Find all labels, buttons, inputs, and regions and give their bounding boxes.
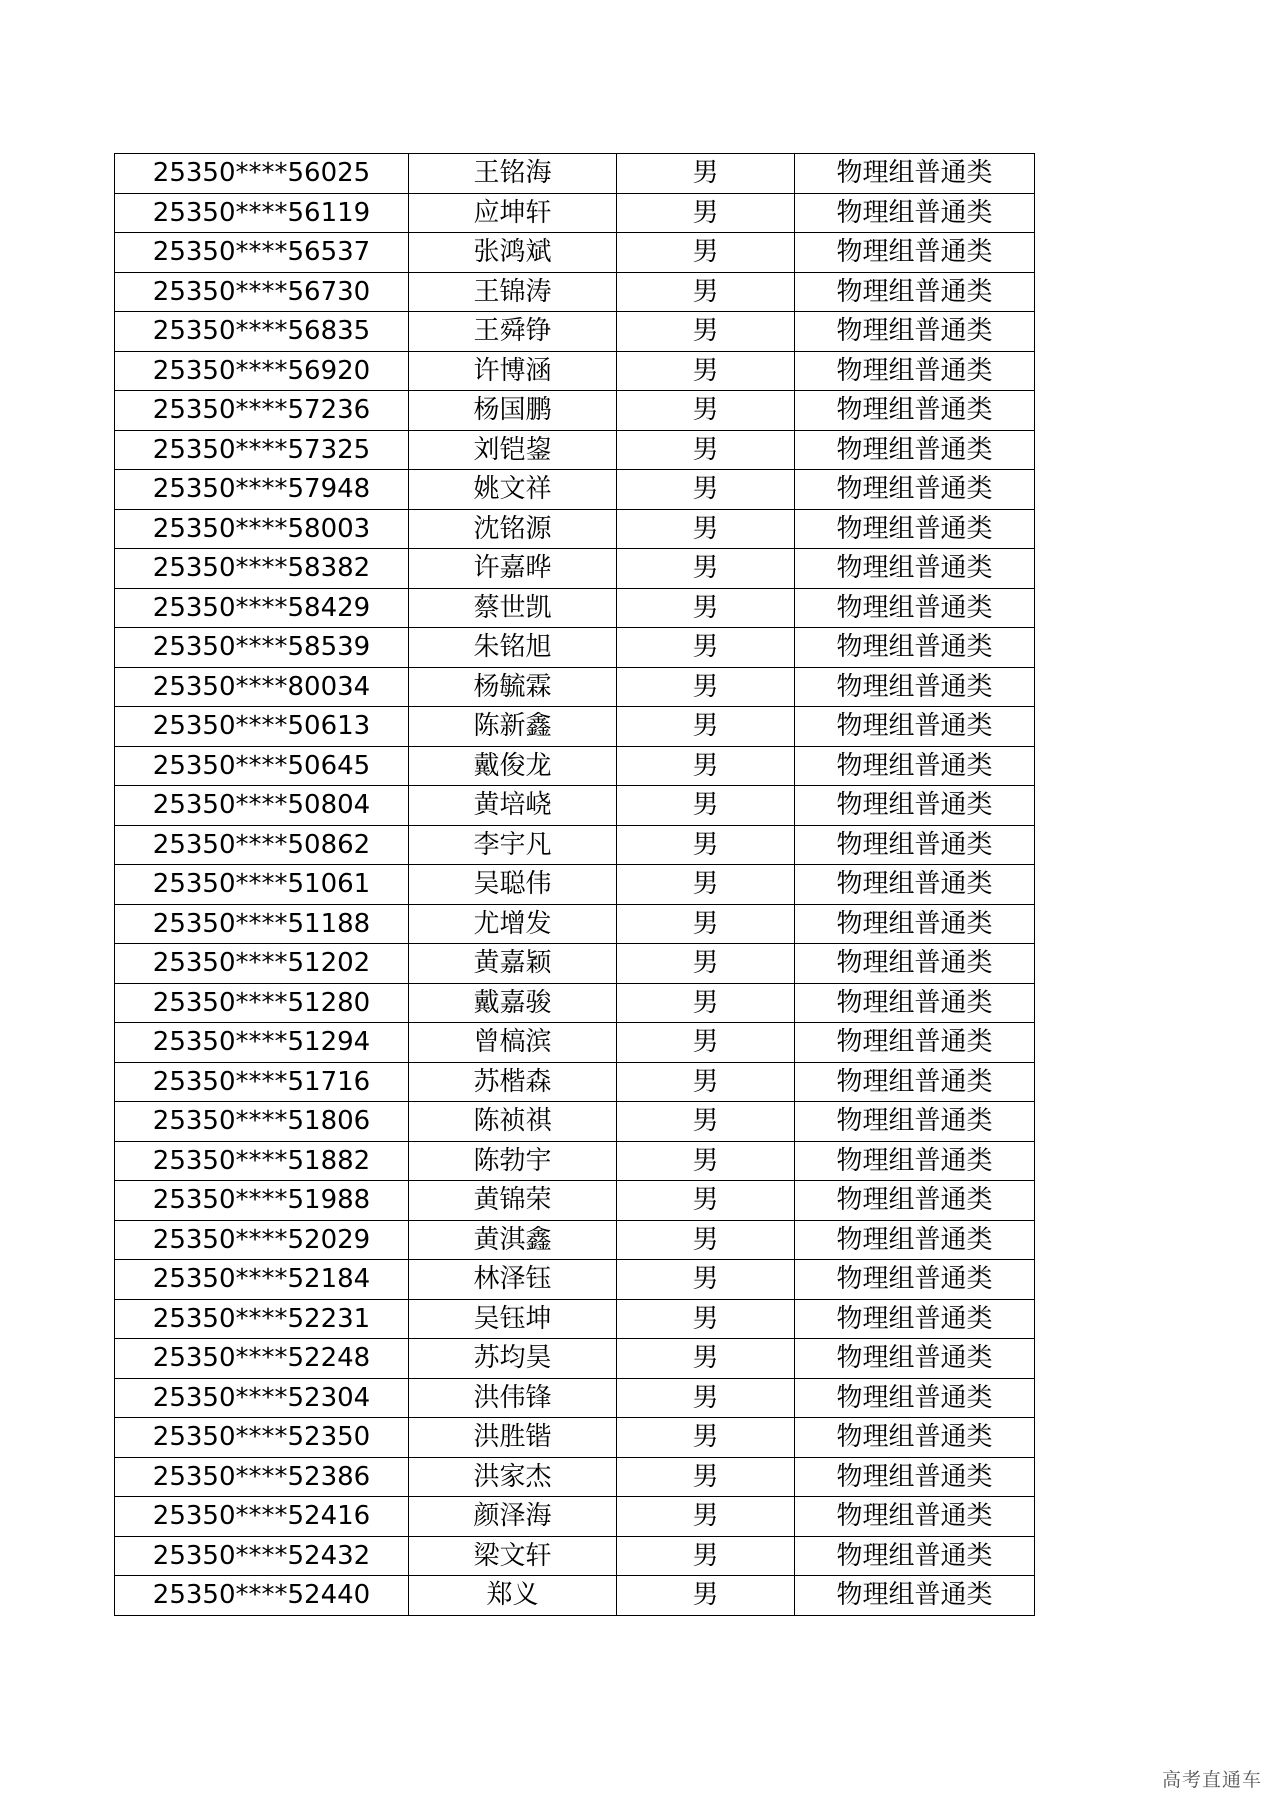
category-cell: 物理组普通类 <box>795 1299 1035 1339</box>
category-cell: 物理组普通类 <box>795 944 1035 984</box>
exam-number-cell: 25350****52350 <box>115 1418 409 1458</box>
table-row <box>115 1141 1035 1181</box>
student-name-cell: 应坤轩 <box>409 193 617 233</box>
gender-cell: 男 <box>617 1220 795 1260</box>
gender-cell: 男 <box>617 1023 795 1063</box>
student-name-cell: 黄淇鑫 <box>409 1220 617 1260</box>
student-name-cell: 洪胜锴 <box>409 1418 617 1458</box>
student-name-cell: 郑义 <box>409 1576 617 1616</box>
exam-number-cell: 25350****51294 <box>115 1023 409 1063</box>
table-row <box>115 312 1035 352</box>
table-row <box>115 351 1035 391</box>
gender-cell: 男 <box>617 667 795 707</box>
student-name-cell: 刘铠鋆 <box>409 430 617 470</box>
gender-cell: 男 <box>617 1339 795 1379</box>
student-name-cell: 曾槁滨 <box>409 1023 617 1063</box>
category-cell: 物理组普通类 <box>795 233 1035 273</box>
category-cell: 物理组普通类 <box>795 1220 1035 1260</box>
exam-number-cell: 25350****57325 <box>115 430 409 470</box>
student-name-cell: 沈铭源 <box>409 509 617 549</box>
gender-cell: 男 <box>617 233 795 273</box>
exam-number-cell: 25350****51988 <box>115 1181 409 1221</box>
student-name-cell: 黄嘉颖 <box>409 944 617 984</box>
student-name-cell: 黄锦荣 <box>409 1181 617 1221</box>
exam-number-cell: 25350****50804 <box>115 786 409 826</box>
table-row <box>115 1102 1035 1142</box>
category-cell: 物理组普通类 <box>795 509 1035 549</box>
student-name-cell: 戴嘉骏 <box>409 983 617 1023</box>
student-list-body <box>115 154 1035 1616</box>
gender-cell: 男 <box>617 549 795 589</box>
category-cell: 物理组普通类 <box>795 272 1035 312</box>
table-row <box>115 1062 1035 1102</box>
table-row <box>115 1220 1035 1260</box>
table-row <box>115 1497 1035 1537</box>
category-cell: 物理组普通类 <box>795 786 1035 826</box>
table-row <box>115 391 1035 431</box>
student-name-cell: 尤增发 <box>409 904 617 944</box>
gender-cell: 男 <box>617 312 795 352</box>
exam-number-cell: 25350****51806 <box>115 1102 409 1142</box>
gender-cell: 男 <box>617 746 795 786</box>
table-row <box>115 233 1035 273</box>
table-row <box>115 865 1035 905</box>
gender-cell: 男 <box>617 351 795 391</box>
student-name-cell: 杨毓霖 <box>409 667 617 707</box>
gender-cell: 男 <box>617 1378 795 1418</box>
student-name-cell: 梁文轩 <box>409 1536 617 1576</box>
student-name-cell: 颜泽海 <box>409 1497 617 1537</box>
table-row <box>115 1260 1035 1300</box>
exam-number-cell: 25350****51716 <box>115 1062 409 1102</box>
exam-number-cell: 25350****52029 <box>115 1220 409 1260</box>
exam-number-cell: 25350****51061 <box>115 865 409 905</box>
student-name-cell: 洪伟锋 <box>409 1378 617 1418</box>
category-cell: 物理组普通类 <box>795 312 1035 352</box>
table-row <box>115 628 1035 668</box>
gender-cell: 男 <box>617 154 795 194</box>
table-row <box>115 1536 1035 1576</box>
category-cell: 物理组普通类 <box>795 825 1035 865</box>
student-name-cell: 姚文祥 <box>409 470 617 510</box>
exam-number-cell: 25350****56920 <box>115 351 409 391</box>
student-name-cell: 林泽钰 <box>409 1260 617 1300</box>
category-cell: 物理组普通类 <box>795 351 1035 391</box>
gender-cell: 男 <box>617 628 795 668</box>
category-cell: 物理组普通类 <box>795 1023 1035 1063</box>
table-row <box>115 904 1035 944</box>
category-cell: 物理组普通类 <box>795 1141 1035 1181</box>
student-name-cell: 蔡世凯 <box>409 588 617 628</box>
table-row <box>115 588 1035 628</box>
gender-cell: 男 <box>617 1299 795 1339</box>
student-name-cell: 朱铭旭 <box>409 628 617 668</box>
gender-cell: 男 <box>617 786 795 826</box>
exam-number-cell: 25350****50862 <box>115 825 409 865</box>
category-cell: 物理组普通类 <box>795 983 1035 1023</box>
exam-number-cell: 25350****58539 <box>115 628 409 668</box>
table-row <box>115 549 1035 589</box>
table-row <box>115 193 1035 233</box>
student-name-cell: 李宇凡 <box>409 825 617 865</box>
category-cell: 物理组普通类 <box>795 549 1035 589</box>
category-cell: 物理组普通类 <box>795 1378 1035 1418</box>
table-row <box>115 667 1035 707</box>
category-cell: 物理组普通类 <box>795 667 1035 707</box>
table-row <box>115 746 1035 786</box>
category-cell: 物理组普通类 <box>795 1497 1035 1537</box>
exam-number-cell: 25350****58429 <box>115 588 409 628</box>
table-row <box>115 825 1035 865</box>
watermark-text: 高考直通车 <box>1161 1769 1262 1791</box>
student-name-cell: 吴聪伟 <box>409 865 617 905</box>
exam-number-cell: 25350****52432 <box>115 1536 409 1576</box>
student-name-cell: 陈勃宇 <box>409 1141 617 1181</box>
table-row <box>115 509 1035 549</box>
exam-number-cell: 25350****56835 <box>115 312 409 352</box>
exam-number-cell: 25350****52440 <box>115 1576 409 1616</box>
student-name-cell: 许嘉晔 <box>409 549 617 589</box>
exam-number-cell: 25350****56730 <box>115 272 409 312</box>
student-name-cell: 王锦涛 <box>409 272 617 312</box>
table-row <box>115 786 1035 826</box>
exam-number-cell: 25350****58003 <box>115 509 409 549</box>
category-cell: 物理组普通类 <box>795 1536 1035 1576</box>
category-cell: 物理组普通类 <box>795 707 1035 747</box>
table-row <box>115 154 1035 194</box>
student-name-cell: 洪家杰 <box>409 1457 617 1497</box>
gender-cell: 男 <box>617 1576 795 1616</box>
table-row <box>115 1023 1035 1063</box>
gender-cell: 男 <box>617 391 795 431</box>
gender-cell: 男 <box>617 430 795 470</box>
exam-number-cell: 25350****51202 <box>115 944 409 984</box>
table-row <box>115 707 1035 747</box>
gender-cell: 男 <box>617 272 795 312</box>
exam-number-cell: 25350****52416 <box>115 1497 409 1537</box>
exam-number-cell: 25350****57236 <box>115 391 409 431</box>
exam-number-cell: 25350****52248 <box>115 1339 409 1379</box>
category-cell: 物理组普通类 <box>795 904 1035 944</box>
category-cell: 物理组普通类 <box>795 1339 1035 1379</box>
exam-number-cell: 25350****80034 <box>115 667 409 707</box>
gender-cell: 男 <box>617 904 795 944</box>
student-name-cell: 苏均昊 <box>409 1339 617 1379</box>
exam-number-cell: 25350****52184 <box>115 1260 409 1300</box>
exam-number-cell: 25350****50613 <box>115 707 409 747</box>
gender-cell: 男 <box>617 1497 795 1537</box>
student-name-cell: 王铭海 <box>409 154 617 194</box>
student-name-cell: 杨国鹏 <box>409 391 617 431</box>
gender-cell: 男 <box>617 983 795 1023</box>
category-cell: 物理组普通类 <box>795 1418 1035 1458</box>
category-cell: 物理组普通类 <box>795 1102 1035 1142</box>
gender-cell: 男 <box>617 1536 795 1576</box>
exam-number-cell: 25350****56537 <box>115 233 409 273</box>
table-row <box>115 1299 1035 1339</box>
table-row <box>115 1576 1035 1616</box>
gender-cell: 男 <box>617 1181 795 1221</box>
student-list-table <box>114 153 1035 1616</box>
exam-number-cell: 25350****52386 <box>115 1457 409 1497</box>
gender-cell: 男 <box>617 707 795 747</box>
category-cell: 物理组普通类 <box>795 1260 1035 1300</box>
student-name-cell: 张鸿斌 <box>409 233 617 273</box>
category-cell: 物理组普通类 <box>795 1181 1035 1221</box>
student-name-cell: 陈祯祺 <box>409 1102 617 1142</box>
student-name-cell: 苏楷森 <box>409 1062 617 1102</box>
student-name-cell: 吴钰坤 <box>409 1299 617 1339</box>
gender-cell: 男 <box>617 588 795 628</box>
category-cell: 物理组普通类 <box>795 1576 1035 1616</box>
category-cell: 物理组普通类 <box>795 391 1035 431</box>
exam-number-cell: 25350****56025 <box>115 154 409 194</box>
gender-cell: 男 <box>617 193 795 233</box>
table-row <box>115 1339 1035 1379</box>
student-name-cell: 王舜铮 <box>409 312 617 352</box>
category-cell: 物理组普通类 <box>795 154 1035 194</box>
gender-cell: 男 <box>617 1062 795 1102</box>
gender-cell: 男 <box>617 944 795 984</box>
student-name-cell: 戴俊龙 <box>409 746 617 786</box>
exam-number-cell: 25350****57948 <box>115 470 409 510</box>
student-name-cell: 陈新鑫 <box>409 707 617 747</box>
category-cell: 物理组普通类 <box>795 470 1035 510</box>
student-name-cell: 许博涵 <box>409 351 617 391</box>
table-row <box>115 1418 1035 1458</box>
category-cell: 物理组普通类 <box>795 628 1035 668</box>
gender-cell: 男 <box>617 865 795 905</box>
exam-number-cell: 25350****52304 <box>115 1378 409 1418</box>
category-cell: 物理组普通类 <box>795 746 1035 786</box>
table-row <box>115 1457 1035 1497</box>
category-cell: 物理组普通类 <box>795 193 1035 233</box>
exam-number-cell: 25350****56119 <box>115 193 409 233</box>
gender-cell: 男 <box>617 1141 795 1181</box>
table-row <box>115 272 1035 312</box>
gender-cell: 男 <box>617 1102 795 1142</box>
table-row <box>115 1378 1035 1418</box>
student-name-cell: 黄培峣 <box>409 786 617 826</box>
exam-number-cell: 25350****51280 <box>115 983 409 1023</box>
exam-number-cell: 25350****58382 <box>115 549 409 589</box>
exam-number-cell: 25350****51882 <box>115 1141 409 1181</box>
category-cell: 物理组普通类 <box>795 430 1035 470</box>
gender-cell: 男 <box>617 1418 795 1458</box>
category-cell: 物理组普通类 <box>795 1062 1035 1102</box>
exam-number-cell: 25350****50645 <box>115 746 409 786</box>
table-row <box>115 470 1035 510</box>
gender-cell: 男 <box>617 470 795 510</box>
table-row <box>115 983 1035 1023</box>
category-cell: 物理组普通类 <box>795 1457 1035 1497</box>
category-cell: 物理组普通类 <box>795 588 1035 628</box>
table-row <box>115 944 1035 984</box>
gender-cell: 男 <box>617 825 795 865</box>
gender-cell: 男 <box>617 1260 795 1300</box>
category-cell: 物理组普通类 <box>795 865 1035 905</box>
exam-number-cell: 25350****51188 <box>115 904 409 944</box>
table-row <box>115 1181 1035 1221</box>
gender-cell: 男 <box>617 509 795 549</box>
table-row <box>115 430 1035 470</box>
gender-cell: 男 <box>617 1457 795 1497</box>
exam-number-cell: 25350****52231 <box>115 1299 409 1339</box>
